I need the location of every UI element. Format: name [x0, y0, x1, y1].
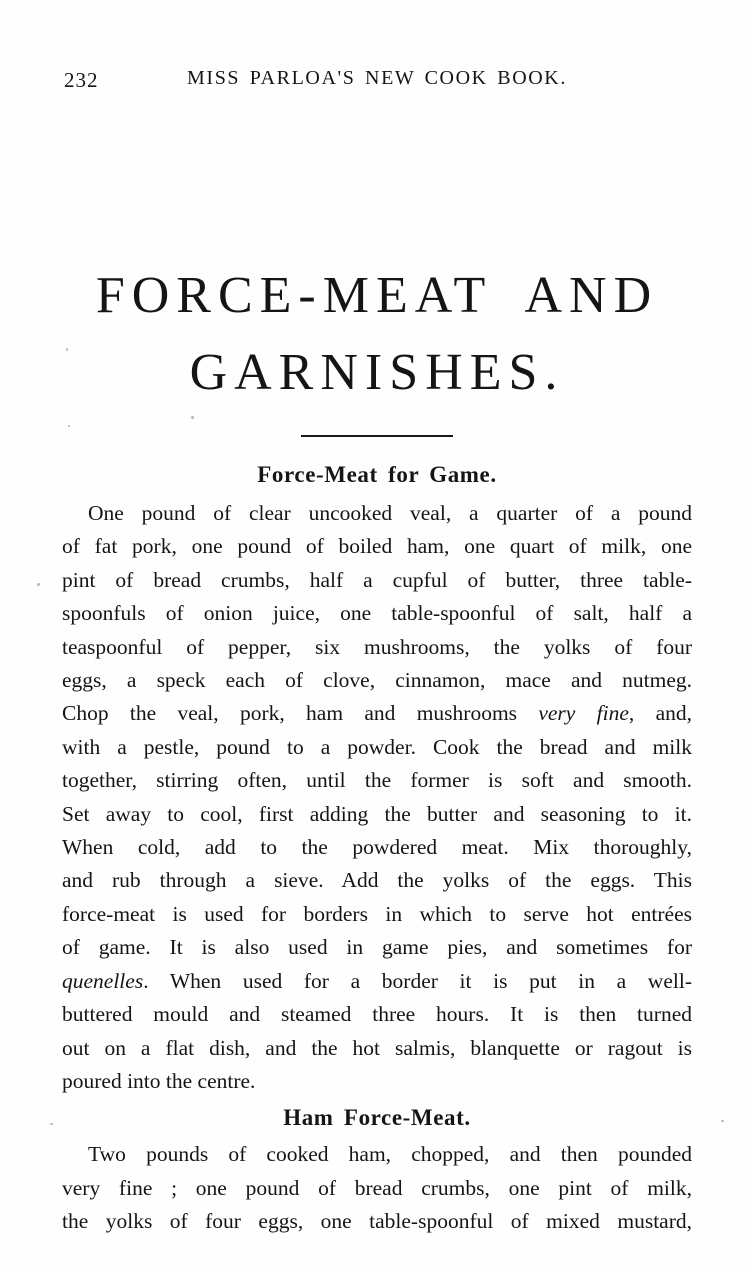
scan-speck — [50, 1123, 53, 1125]
chapter-title-line-1: FORCE-MEAT AND — [95, 267, 659, 324]
recipe-body — [62, 1138, 692, 1238]
scan-speck — [68, 425, 70, 427]
text-line: Chop the veal, pork, ham and mushrooms very fine, and, — [62, 701, 692, 726]
text-line: the yolks of four eggs, one table-spoonful of mixed mustard, — [62, 1209, 692, 1234]
text-line: of game. It is also used in game pies, and sometimes for — [62, 935, 692, 960]
text-line: with a pestle, pound to a powder. Cook the bread and milk — [62, 734, 692, 759]
text-line: poured into the centre. — [62, 1068, 256, 1093]
text-line: of fat pork, one pound of boiled ham, one quart of milk, one — [62, 534, 692, 559]
recipe-section-ham-force-meat — [62, 1105, 692, 1238]
text-line: Two pounds of cooked ham, chopped, and then pounded — [88, 1142, 692, 1167]
recipe-heading: Ham Force-Meat. — [283, 1105, 471, 1131]
text-line: quenelles. When used for a border it is put in a well- — [62, 968, 692, 993]
page-header — [62, 67, 692, 91]
scan-speck — [191, 416, 194, 419]
chapter-divider — [301, 435, 453, 437]
text-line: buttered mould and steamed three hours. It is then turned — [62, 1002, 692, 1027]
text-line: Set away to cool, first adding the butter and seasoning to it. — [62, 801, 692, 826]
recipe-body — [62, 497, 692, 1098]
text-line: and rub through a sieve. Add the yolks of the eggs. This — [62, 868, 692, 893]
text-line: together, stirring often, until the former is soft and smooth. — [62, 768, 692, 793]
text-line: force-meat is used for borders in which to serve hot entrées — [62, 901, 692, 926]
text-line: spoonfuls of onion juice, one table-spoonful of salt, half a — [62, 601, 692, 626]
chapter-title-line-2: GARNISHES. — [189, 344, 565, 401]
text-line: One pound of clear uncooked veal, a quarter of a pound — [88, 501, 692, 525]
scan-speck — [66, 348, 68, 351]
text-line: very fine ; one pound of bread crumbs, one pint of milk, — [62, 1175, 692, 1200]
running-title: MISS PARLOA'S NEW COOK BOOK. — [187, 67, 567, 89]
text-line: When cold, add to the powdered meat. Mix thoroughly, — [62, 835, 692, 860]
text-line: out on a flat dish, and the hot salmis, blanquette or ragout is — [62, 1035, 692, 1060]
text-line: pint of bread crumbs, half a cupful of butter, three table- — [62, 567, 692, 592]
recipe-heading: Force-Meat for Game. — [257, 462, 497, 487]
text-line: eggs, a speck each of clove, cinnamon, mace and nutmeg. — [62, 668, 692, 693]
chapter-title — [62, 257, 692, 411]
scan-speck — [37, 583, 40, 586]
page-number: 232 — [64, 68, 99, 92]
text-line: teaspoonful of pepper, six mushrooms, the yolks of four — [62, 634, 692, 659]
recipe-section-force-meat-for-game — [62, 462, 692, 1098]
scan-speck — [721, 1120, 724, 1122]
